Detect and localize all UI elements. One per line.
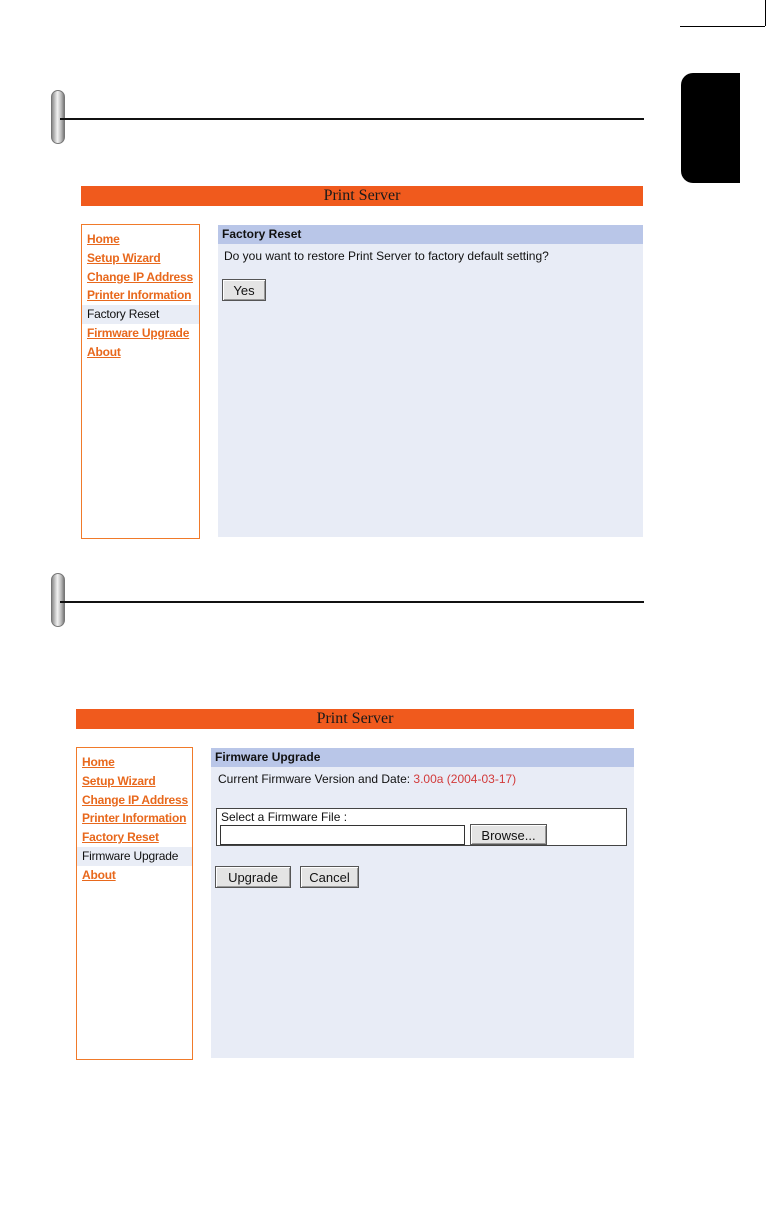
sidebar-1 xyxy=(81,224,200,539)
yes-button[interactable]: Yes xyxy=(222,279,266,301)
cancel-button[interactable]: Cancel xyxy=(300,866,359,888)
sidebar-2 xyxy=(76,747,193,1060)
sidebar-item-factory-reset[interactable]: Factory Reset xyxy=(82,830,159,845)
panel-title: Factory Reset xyxy=(218,225,643,244)
header-title: Print Server xyxy=(323,187,401,204)
print-server-header-1 xyxy=(81,186,643,206)
sidebar-item-setup-wizard[interactable]: Setup Wizard xyxy=(82,773,156,788)
header-title: Print Server xyxy=(316,710,394,727)
browse-button[interactable]: Browse... xyxy=(470,824,547,845)
factory-reset-panel xyxy=(218,225,643,537)
sidebar-item-change-ip-address[interactable]: Change IP Address xyxy=(82,792,188,807)
firmware-file-label: Select a Firmware File : xyxy=(221,810,348,824)
language-tab xyxy=(681,73,740,183)
firmware-upgrade-panel xyxy=(211,748,634,1058)
firmware-version-value: 3.00a (2004-03-17) xyxy=(413,772,517,786)
sidebar-item-about[interactable]: About xyxy=(82,867,116,882)
sidebar-item-about[interactable]: About xyxy=(87,344,121,359)
reset-message: Do you want to restore Print Server to factory default setting? xyxy=(224,249,549,263)
crop-mark-top-horizontal xyxy=(680,26,765,27)
section-rule-2 xyxy=(60,601,644,603)
upgrade-button[interactable]: Upgrade xyxy=(215,866,291,888)
sidebar-item-firmware-upgrade[interactable]: Firmware Upgrade xyxy=(87,325,190,340)
sidebar-item-home[interactable]: Home xyxy=(87,232,120,246)
sidebar-item-home[interactable]: Home xyxy=(82,755,115,769)
firmware-version-line xyxy=(211,767,634,786)
firmware-file-box xyxy=(216,808,627,846)
firmware-file-input[interactable] xyxy=(220,825,465,845)
sidebar-item-printer-information[interactable]: Printer Information xyxy=(87,288,192,303)
sidebar-item-factory-reset[interactable]: Factory Reset xyxy=(82,305,199,324)
sidebar-item-printer-information[interactable]: Printer Information xyxy=(82,811,187,826)
sidebar-item-change-ip-address[interactable]: Change IP Address xyxy=(87,269,193,284)
sidebar-item-firmware-upgrade[interactable]: Firmware Upgrade xyxy=(77,847,192,866)
sidebar-item-setup-wizard[interactable]: Setup Wizard xyxy=(87,250,161,265)
panel-title: Firmware Upgrade xyxy=(211,748,634,767)
print-server-header-2 xyxy=(76,709,634,729)
crop-mark-top-vertical xyxy=(765,0,766,26)
section-capsule-1 xyxy=(51,90,65,144)
section-rule-1 xyxy=(60,118,644,120)
firmware-version-label: Current Firmware Version and Date: xyxy=(218,772,414,786)
section-capsule-2 xyxy=(51,573,65,627)
